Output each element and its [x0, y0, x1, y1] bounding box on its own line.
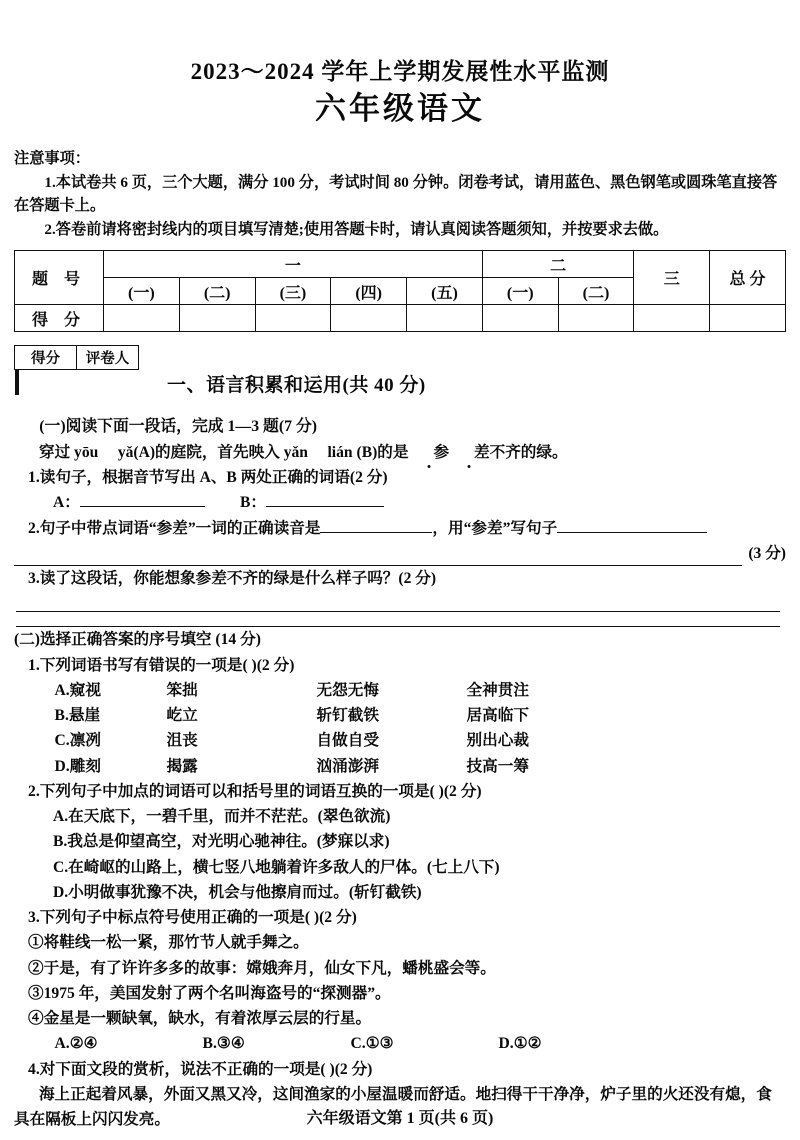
score-table-sub-one-5: (五) [407, 278, 483, 305]
option-b-label [55, 703, 167, 728]
score-table-score-row [15, 305, 786, 332]
part-two-q2-option-a[interactable]: A.在天底下，一碧千里，而并不茫茫。(翠色欲流) [53, 808, 391, 826]
passage-dotted-char: 差 [449, 440, 490, 465]
part-two-q3-statement-2: ②于是，有了许许多多的故事：嫦娥奔月，仙女下凡，蟠桃盛会等。 [28, 959, 496, 977]
score-table-sub-one-2: (二) [179, 278, 255, 305]
score-table [14, 250, 786, 332]
answer-b-input[interactable] [266, 506, 384, 507]
part-two-q1-option-d[interactable] [14, 754, 786, 779]
passage-segment-1: 穿过 yōu [38, 443, 99, 461]
notice-item-1: 1.本试卷共 6 页，三个大题，满分 100 分，考试时间 80 分钟。闭卷考试，请用蓝色、黑色钢笔或圆珠笔直接答在答题卡上。 [14, 173, 778, 215]
part-two-question-2-stem: 2.下列句子中加点的词语可以和括号里的词语互换的一项是( )(2 分) [28, 782, 482, 800]
part-divider [16, 616, 780, 627]
score-table-group-two: 二 [482, 251, 634, 278]
score-table-group-row [15, 251, 786, 278]
option-word: 沮丧 [166, 732, 198, 750]
passage-segment-2: yǎ(A)的庭院，首先映入 yǎn [117, 443, 308, 461]
question-2-points: (3 分) [748, 544, 786, 562]
score-cell[interactable] [104, 305, 180, 332]
part-two-q1-option-b[interactable] [14, 703, 786, 728]
score-table-sub-one-1: (一) [104, 278, 180, 305]
score-cell[interactable] [710, 305, 786, 332]
exam-term-title: 2023～2024 学年上学期发展性水平监测 [190, 59, 610, 84]
score-cell[interactable] [634, 305, 710, 332]
option-word: 揭露 [166, 757, 198, 775]
option-word: 窥视 [69, 681, 101, 699]
exam-content [14, 414, 786, 1132]
part-one-question-1: 1.读句子，根据音节写出 A、B 两处正确的词语(2 分) [28, 469, 388, 487]
question-2-answer-line [14, 541, 786, 566]
score-table-group-one: 一 [104, 251, 483, 278]
page-footer: 六年级语文第 1 页(共 6 页) [306, 1110, 494, 1127]
option-word: 别出心裁 [466, 732, 529, 750]
score-cell[interactable] [407, 305, 483, 332]
part-one-question-3: 3.读了这段话，你能想象参差不齐的绿是什么样子吗？(2 分) [28, 570, 437, 588]
score-table-sub-two-2: (二) [558, 278, 634, 305]
option-word: 自做自受 [316, 732, 379, 750]
score-table-group-three: 三 [634, 251, 710, 305]
part-two-q2-option-d[interactable]: D.小明做事犹豫不决，机会与他擦肩而过。(斩钉截铁) [53, 883, 422, 901]
passage-segment-4: 不齐的绿。 [489, 443, 568, 461]
part-two-q3-statement-3: ③1975 年，美国发射了两个名叫海盗号的“探测器”。 [28, 984, 391, 1002]
option-word: 技高一筹 [466, 757, 529, 775]
score-cell[interactable] [255, 305, 331, 332]
notice-section [14, 147, 786, 241]
part-two-q3-choices [14, 1031, 786, 1056]
question-2-reading-input[interactable] [320, 532, 432, 533]
part-two-q3-statement-4: ④金星是一颗缺氧，缺水，有着浓厚云层的行星。 [28, 1010, 372, 1028]
part-two-q3-statement-1: ①将鞋线一松一紧，那竹节人就手舞之。 [28, 934, 309, 952]
option-label-text: D. [54, 757, 70, 775]
q3-choice-c[interactable]: C.①③ [350, 1035, 394, 1053]
answer-a-input[interactable] [80, 506, 205, 507]
part-one-heading: (一)阅读下面一段话，完成 1—3 题(7 分) [39, 418, 318, 436]
score-table-sub-one-3: (三) [255, 278, 331, 305]
answer-b-label: B： [239, 494, 266, 512]
option-word: 居高临下 [466, 707, 529, 725]
option-label-text: B. [54, 707, 69, 725]
answer-line[interactable] [14, 549, 742, 566]
q3-choice-d[interactable]: D.①② [498, 1035, 542, 1053]
page-title [0, 0, 800, 129]
score-table-sub-two-1: (一) [482, 278, 558, 305]
score-cell[interactable] [179, 305, 255, 332]
part-one-question-2 [14, 516, 786, 541]
score-cell[interactable] [558, 305, 634, 332]
option-word: 雕刻 [69, 757, 101, 775]
section-one-bar [14, 345, 786, 400]
part-two-q1-option-a[interactable] [14, 678, 786, 703]
option-word: 凛冽 [69, 732, 101, 750]
option-word: 汹涌澎湃 [316, 757, 379, 775]
option-word: 笨拙 [166, 681, 198, 699]
question-3-answer-line[interactable] [16, 597, 780, 612]
grader-box-header-row [15, 346, 139, 370]
part-one-answer-blanks [14, 490, 786, 515]
part-two-question-1-stem: 1.下列词语书写有错误的一项是( )(2 分) [28, 656, 295, 674]
option-label-text: C. [54, 732, 70, 750]
section-one-heading: 一、语言积累和运用(共 40 分) [167, 375, 426, 397]
score-cell[interactable] [482, 305, 558, 332]
question-2-sentence-input[interactable] [557, 532, 707, 533]
grader-box [14, 345, 139, 400]
option-word: 悬崖 [68, 707, 101, 725]
q3-choice-b[interactable]: B.③④ [202, 1035, 245, 1053]
passage-segment-3: lián (B)的是 [327, 443, 409, 461]
score-table-sub-one-4: (四) [331, 278, 407, 305]
grader-box-grader-label: 评卷人 [77, 346, 139, 370]
grader-box-grader-value[interactable] [17, 370, 19, 395]
part-two-q1-option-c[interactable] [14, 728, 786, 753]
notice-heading: 注意事项： [14, 150, 90, 168]
option-c-label [55, 728, 167, 753]
score-cell[interactable] [331, 305, 407, 332]
notice-item-2: 2.答卷前请将密封线内的项目填写清楚;使用答题卡时，请认真阅读答题须知，并按要求去做。 [44, 220, 669, 238]
part-two-question-4-stem: 4.对下面文段的赏析，说法不正确的一项是( )(2 分) [28, 1060, 373, 1078]
part-two-q4-passage: 海上正起着风暴，外面又黑又冷，这间渔家的小屋温暖而舒适。地扫得干干净净，炉子里的火还没有熄，食具在隔板上闪闪发亮。 [14, 1085, 772, 1129]
grader-box-value-row [15, 370, 139, 401]
option-label-text: A. [54, 681, 70, 699]
question-2-stem-pre: 2.句子中带点词语“参差”一词的正确读音是 [28, 519, 321, 537]
grader-box-score-label: 得分 [15, 346, 77, 370]
part-two-q2-option-b[interactable]: B.我总是仰望高空，对光明心驰神往。(梦寐以求) [53, 833, 390, 851]
score-table-container [14, 250, 786, 332]
answer-a-label: A： [53, 494, 80, 512]
option-word: 无怨无悔 [316, 681, 379, 699]
question-2-stem-mid: ，用“参差”写句子 [432, 519, 558, 537]
part-two-q2-option-c[interactable]: C.在崎岖的山路上，横七竖八地躺着许多敌人的尸体。(七上八下) [53, 858, 500, 876]
score-table-total: 总 分 [710, 251, 786, 305]
option-d-label [55, 754, 167, 779]
score-table-question-label: 题 号 [15, 251, 104, 305]
part-one-passage [14, 440, 786, 465]
exam-subject-title: 六年级语文 [315, 90, 485, 126]
option-word: 斩钉截铁 [316, 707, 379, 725]
part-two-question-3-stem: 3.下列句子中标点符号使用正确的一项是( )(2 分) [28, 909, 357, 927]
option-a-label [55, 678, 167, 703]
q3-choice-a[interactable]: A.②④ [54, 1035, 98, 1053]
passage-dotted-char: 参 [408, 440, 449, 465]
part-two-heading: (二)选择正确答案的序号填空 (14 分) [14, 631, 261, 649]
option-word: 全神贯注 [466, 681, 529, 699]
score-table-score-label: 得 分 [15, 305, 104, 332]
option-word: 屹立 [166, 707, 198, 725]
